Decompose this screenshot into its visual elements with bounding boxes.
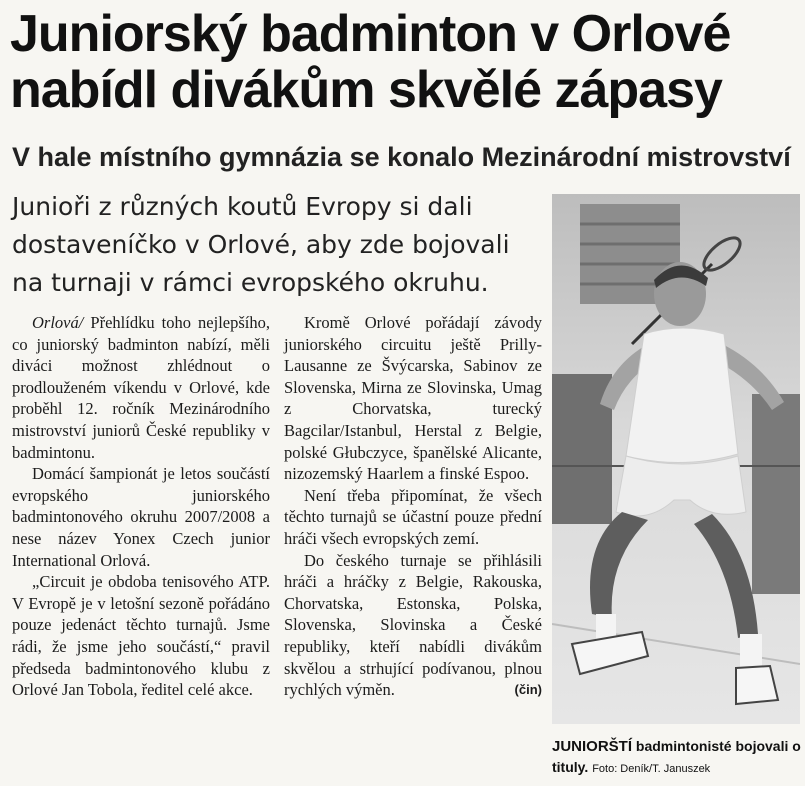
article-column-2	[284, 312, 542, 701]
article-photo	[552, 194, 800, 724]
lead-paragraph: Junioři z různých koutů Evropy si dali dostaveníčko v Orlové, aby zde bojovali na turnaji v rámci evropského okruhu.	[12, 192, 510, 297]
article-column-1	[12, 312, 270, 701]
paragraph	[284, 550, 542, 701]
caption-text: badmintonisté bojovali o tituly.	[552, 738, 801, 775]
paragraph-text: Přehlídku toho nejlepšího, co juniorský badminton nabízí, měli diváci možnost zhlédnout o prodlouženém víkendu v Orlové, kde proběhl 12. ročník Mezinárodního mistrovství juniorů České republiky v badmintonu.	[12, 313, 270, 462]
paragraph: Domácí šampionát je letos součástí evropského juniorského badmintonového okruhu 2007/2008 a nese název Yonex Czech junior International Orlová.	[12, 464, 270, 570]
caption-lead: JUNIORŠTÍ	[552, 738, 633, 755]
paragraph: „Circuit je obdoba tenisového ATP. V Evropě je v letošní sezoně pořádáno pouze jedenáct těchto turnajů. Jsme rádi, že jsme jeho součástí,“ pravil předseda badmintonového klubu z Orlové Jan Tobola, ředitel celé akce.	[12, 572, 270, 700]
author-byline: (čin)	[514, 682, 542, 698]
subheadline: V hale místního gymnázia se konalo Mezinárodní mistrovství	[12, 142, 791, 172]
paragraph: Kromě Orlové pořádají závody juniorského circuitu ještě Prilly-Lausanne ze Švýcarska, Sabinov ze Slovenska, Mirna ze Slovinska, Umag z Chorvatska, turecký Bagcilar/Istanbul, Herstal z Belgie, polské Głubczyce, španělské Alicante, nizozemský Haarlem a finské Espoo.	[284, 313, 542, 484]
paragraph	[12, 312, 270, 463]
paragraph: Není třeba připomínat, že všech těchto turnajů se účastní pouze přední hráči všech evropských zemí.	[284, 485, 542, 548]
paragraph-text: Do českého turnaje se přihlásili hráči a hráčky z Belgie, Rakouska, Chorvatska, Estonska, Polska, Slovenska, Slovinska a České republiky, kteří nabídli divákům skvělou a strhující podívanou, plnou rychlých výměn.	[284, 550, 542, 700]
photo-caption	[552, 736, 802, 779]
badminton-player-icon	[552, 194, 800, 724]
photo-credit: Foto: Deník/T. Januszek	[592, 763, 711, 775]
headline: Juniorský badminton v Orlové nabídl divákům skvělé zápasy	[10, 5, 731, 119]
dateline: Orlová/	[32, 313, 84, 332]
